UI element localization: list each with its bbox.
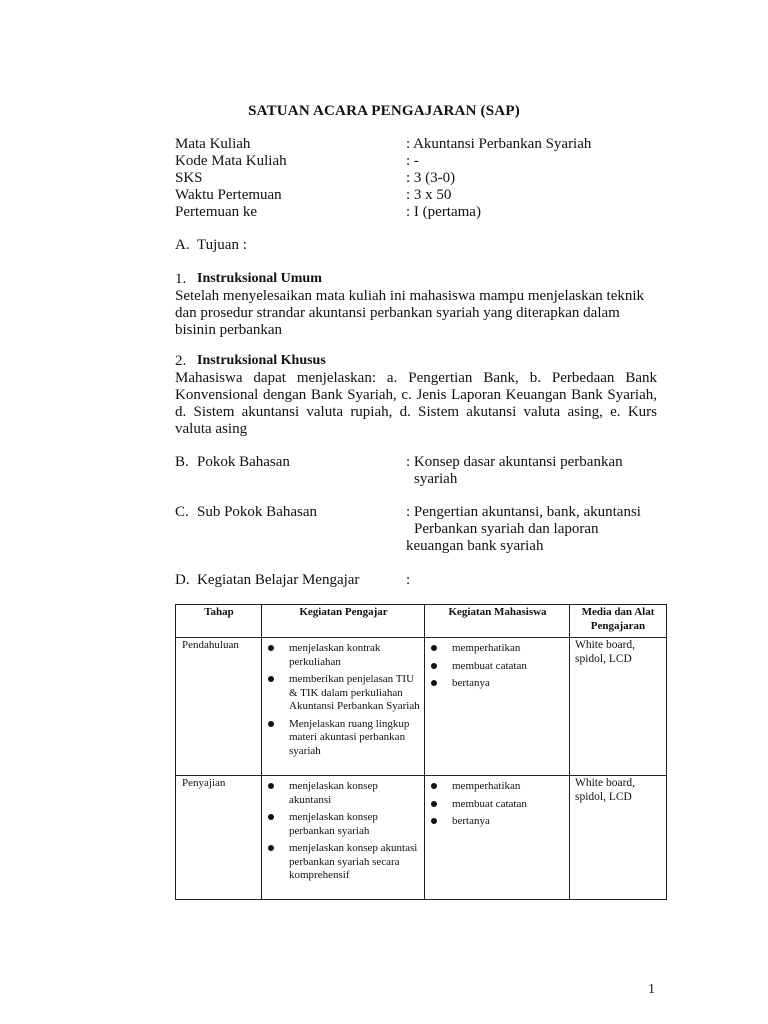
page-number: 1 xyxy=(648,982,655,997)
bullet-icon xyxy=(268,845,274,851)
cell-media: White board, spidol, LCD xyxy=(570,638,667,776)
list-item-text: memperhatikan xyxy=(452,780,521,792)
list-item-text: menjelaskan konsep akuntasi perbankan syariah secara komprehensif xyxy=(289,842,418,881)
bullet-icon xyxy=(431,680,437,686)
section-b-letter: B. xyxy=(175,454,189,470)
section-a-letter: A. xyxy=(175,237,190,253)
bullet-icon xyxy=(268,645,274,651)
list-item-text: menjelaskan konsep perbankan syariah xyxy=(289,811,378,837)
bullet-icon xyxy=(268,783,274,789)
bullet-icon xyxy=(431,818,437,824)
section-a-label: Tujuan : xyxy=(197,237,247,253)
list-item-text: menjelaskan kontrak perkuliahan xyxy=(289,642,381,668)
bullet-icon xyxy=(431,801,437,807)
meta-value-waktu: : 3 x 50 xyxy=(406,187,452,203)
list-item-text: bertanya xyxy=(452,677,490,689)
section-d-letter: D. xyxy=(175,572,190,588)
list-item xyxy=(267,642,420,669)
meta-value-sks: : 3 (3-0) xyxy=(406,170,456,186)
list-item-text: bertanya xyxy=(452,815,490,827)
cell-pengajar xyxy=(262,776,425,900)
header-media: Media dan Alat Pengajaran xyxy=(570,605,667,638)
header-tahap: Tahap xyxy=(176,605,262,638)
bullet-icon xyxy=(431,663,437,669)
instruksional-umum-heading: Instruksional Umum xyxy=(197,271,322,286)
instruksional-umum-text: Setelah menyelesaikan mata kuliah ini mahasiswa mampu menjelaskan teknik dan prosedur strandar akuntansi perbankan syariah yang diterapkan dalam bisinin perbankan xyxy=(175,288,645,338)
kegiatan-table xyxy=(175,604,667,900)
list-item-text: memperhatikan xyxy=(452,642,521,654)
section-c-label: Sub Pokok Bahasan xyxy=(197,504,317,520)
bullet-icon xyxy=(431,645,437,651)
list-item xyxy=(430,660,565,674)
cell-mahasiswa xyxy=(425,776,570,900)
meta-label-sks: SKS xyxy=(175,170,203,186)
instruksional-khusus-number: 2. xyxy=(175,353,187,369)
list-item xyxy=(267,780,420,807)
list-item-text: membuat catatan xyxy=(452,797,527,810)
list-item xyxy=(430,815,565,829)
table-header-row xyxy=(176,605,667,638)
bullet-icon xyxy=(268,814,274,820)
bullet-icon xyxy=(268,676,274,682)
cell-mahasiswa xyxy=(425,638,570,776)
meta-label-mata-kuliah: Mata Kuliah xyxy=(175,136,251,152)
table-row xyxy=(176,776,667,900)
list-item xyxy=(267,673,420,714)
list-item xyxy=(430,798,565,812)
instruksional-khusus-heading: Instruksional Khusus xyxy=(197,353,326,368)
bullet-icon xyxy=(268,721,274,727)
bullet-icon xyxy=(431,783,437,789)
list-item xyxy=(430,642,565,656)
section-b-value-line1: : Konsep dasar akuntansi perbankan xyxy=(406,454,623,470)
table-row xyxy=(176,638,667,776)
list-item xyxy=(267,842,420,883)
list-item xyxy=(267,718,420,759)
instruksional-khusus-text: Mahasiswa dapat menjelaskan: a. Pengertian Bank, b. Perbedaan Bank Konvensional dengan Bank Syariah, c. Jenis Laporan Keuangan Bank Syariah, d. Sistem akuntansi valuta rupiah, d. Sistem akutansi valuta asing, e. Kurs valuta asing xyxy=(175,370,657,437)
meta-label-waktu: Waktu Pertemuan xyxy=(175,187,282,203)
header-kegiatan-mahasiswa: Kegiatan Mahasiswa xyxy=(425,605,570,638)
cell-tahap: Pendahuluan xyxy=(176,638,262,776)
section-c-value-line1: : Pengertian akuntansi, bank, akuntansi xyxy=(406,504,641,520)
section-d-value: : xyxy=(406,572,411,588)
list-item xyxy=(430,677,565,691)
section-c-value-line3: keuangan bank syariah xyxy=(406,538,544,554)
section-b-label: Pokok Bahasan xyxy=(197,454,290,470)
instruksional-umum-number: 1. xyxy=(175,271,187,287)
list-item-text: memberikan penjelasan TIU & TIK dalam perkuliahan Akuntansi Perbankan Syariah xyxy=(289,673,420,712)
cell-media: White board, spidol, LCD xyxy=(570,776,667,900)
meta-value-mata-kuliah: : Akuntansi Perbankan Syariah xyxy=(406,136,592,152)
meta-label-pertemuan: Pertemuan ke xyxy=(175,204,258,220)
meta-label-kode: Kode Mata Kuliah xyxy=(175,153,287,169)
document-title: SATUAN ACARA PENGAJARAN (SAP) xyxy=(248,103,520,119)
section-b-value-line2: syariah xyxy=(414,471,458,487)
meta-value-kode: : - xyxy=(406,153,419,169)
list-item-text: menjelaskan konsep akuntansi xyxy=(289,780,378,806)
section-c-value-line2: Perbankan syariah dan laporan xyxy=(414,521,599,537)
list-item xyxy=(267,811,420,838)
list-item-text: membuat catatan xyxy=(452,659,527,672)
cell-pengajar xyxy=(262,638,425,776)
section-c-letter: C. xyxy=(175,504,189,520)
section-d-label: Kegiatan Belajar Mengajar xyxy=(197,572,360,588)
list-item xyxy=(430,780,565,794)
meta-value-pertemuan: : I (pertama) xyxy=(406,204,481,220)
cell-tahap: Penyajian xyxy=(176,776,262,900)
header-kegiatan-pengajar: Kegiatan Pengajar xyxy=(262,605,425,638)
list-item-text: Menjelaskan ruang lingkup materi akuntasi perbankan syariah xyxy=(289,717,410,757)
